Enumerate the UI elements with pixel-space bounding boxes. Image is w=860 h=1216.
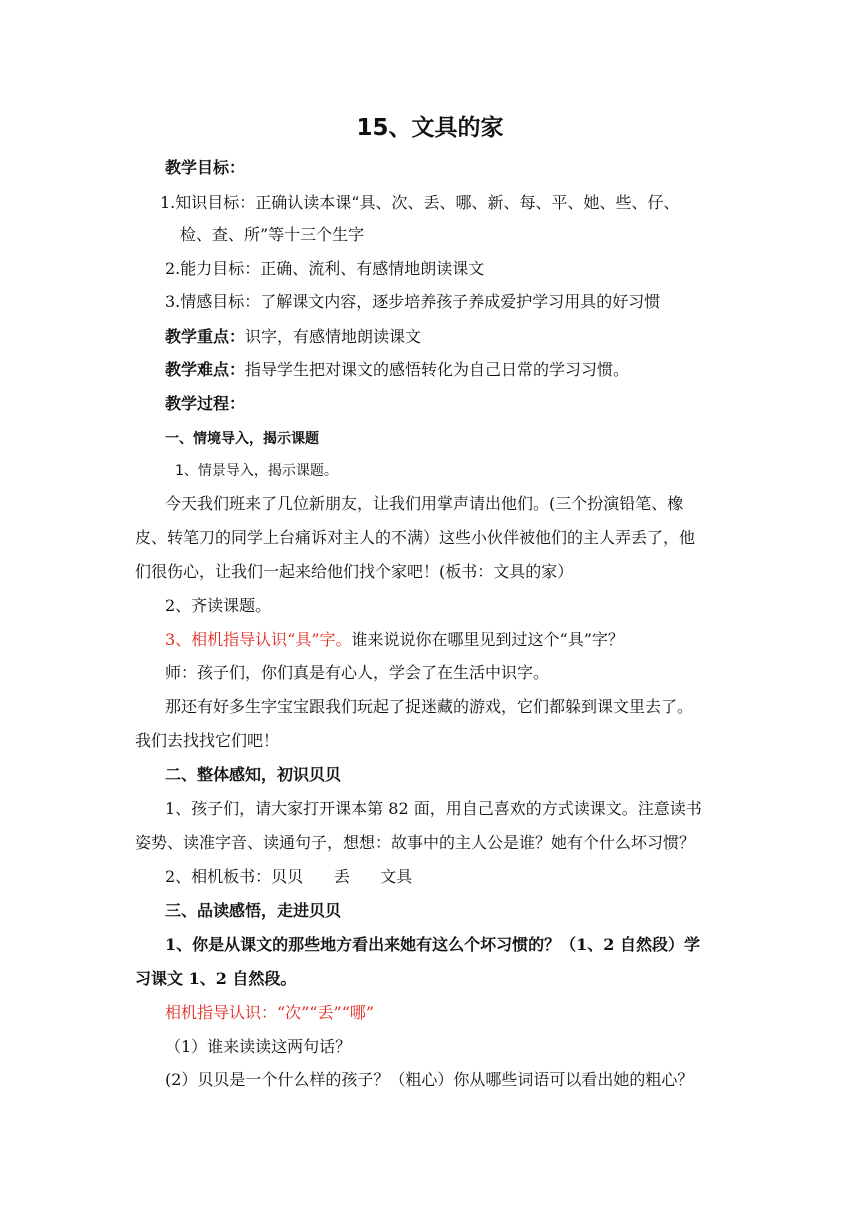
section3-heading: 三、品读感悟，走进贝贝 <box>165 901 342 920</box>
process-heading: 教学过程： <box>165 394 246 413</box>
section1-teacher-line: 师：孩子们，你们真是有心人，学会了在生活中识字。 <box>165 663 550 682</box>
section1-heading: 一、情境导入，揭示课题 <box>165 431 319 447</box>
difficulty-text: 指导学生把对课文的感悟转化为自己日常的学习习惯。 <box>245 360 630 379</box>
section1-para-line2: 皮、转笔刀的同学上台痛诉对主人的不满）这些小伙伴被他们的主人弄丢了，他 <box>135 528 696 547</box>
section1-para2-line1: 那还有好多生字宝宝跟我们玩起了捉迷藏的游戏，它们都躲到课文里去了。 <box>165 697 694 716</box>
objectives-heading: 教学目标： <box>165 158 246 177</box>
section1-step3 <box>165 630 624 650</box>
section1-para-line3: 们很伤心，让我们一起来给他们找个家吧！(板书：文具的家） <box>135 562 574 581</box>
section2-heading: 二、整体感知，初识贝贝 <box>165 765 342 784</box>
section3-sub1: （1）谁来读读这两句话？ <box>165 1037 352 1056</box>
section2-step2: 2、相机板书：贝贝 丢 文具 <box>165 867 413 886</box>
section1-step3-highlight: 3、相机指导认识“具”字。 <box>165 630 352 649</box>
section1-step3-text: 谁来说说你在哪里见到过这个“具”字？ <box>351 630 624 649</box>
objective-ability: 2.能力目标：正确、流利、有感情地朗读课文 <box>165 259 485 278</box>
objective-knowledge-line2: 检、查、所”等十三个生字 <box>180 225 365 244</box>
objective-knowledge-line1: 1.知识目标：正确认读本课“具、次、丢、哪、新、每、平、她、些、仔、 <box>160 193 680 212</box>
section1-step2: 2、齐读课题。 <box>165 596 272 615</box>
difficulty-label: 教学难点： <box>165 360 246 379</box>
section2-step1-line1: 1、孩子们，请大家打开课本第 82 面，用自己喜欢的方式读课文。注意读书 <box>165 799 702 818</box>
difficulty <box>165 360 629 380</box>
section3-guide: 相机指导认识：“次”“丢”“哪” <box>165 1003 375 1022</box>
section3-sub2: (2）贝贝是一个什么样的孩子？（粗心）你从哪些词语可以看出她的粗心？ <box>165 1070 694 1089</box>
objective-emotion: 3.情感目标：了解课文内容，逐步培养孩子养成爱护学习用具的好习惯 <box>165 292 661 311</box>
section3-question-line1: 1、你是从课文的那些地方看出来她有这么个坏习惯的？（1、2 自然段）学 <box>165 935 700 954</box>
section1-para2-line2: 我们去找找它们吧！ <box>135 731 280 750</box>
section3-question-line2: 习课文 1、2 自然段。 <box>135 969 297 988</box>
section1-step1: 1、情景导入，揭示课题。 <box>175 463 338 479</box>
key-point-label: 教学重点： <box>165 327 246 346</box>
section2-step1-line2: 姿势、读准字音、读通句子，想想：故事中的主人公是谁？她有个什么坏习惯？ <box>135 833 696 852</box>
page-title: 15、文具的家 <box>356 115 504 141</box>
key-point <box>165 327 421 347</box>
key-point-text: 识字，有感情地朗读课文 <box>245 327 422 346</box>
section1-para-line1: 今天我们班来了几位新朋友，让我们用掌声请出他们。(三个扮演铅笔、橡 <box>165 494 684 513</box>
